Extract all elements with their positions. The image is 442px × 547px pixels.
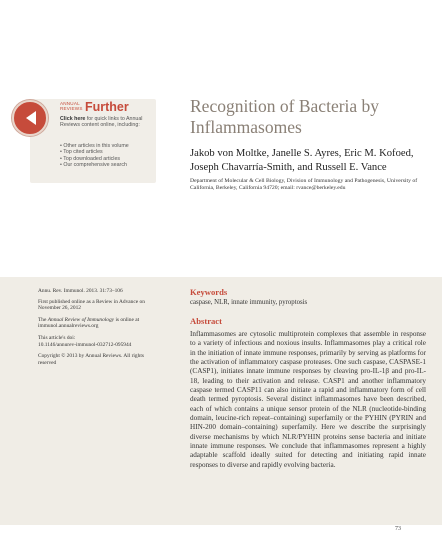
publication-date: First published online as a Review in Advance on November 26, 2012 xyxy=(38,298,145,312)
article-affiliation: Department of Molecular & Cell Biology, Division of Immunology and Pathogenesis, University of California, Berkeley, California 94720; email: rvance@berkeley.edu xyxy=(190,178,418,192)
click-here-link[interactable]: Click here xyxy=(60,116,86,122)
journal-name: Annual Review of Immunology xyxy=(47,316,115,323)
online-note: The Annual Review of Immunology is online at immunol.annualreviews.org xyxy=(38,316,140,330)
doi-block xyxy=(38,335,156,348)
keywords-text: caspase, NLR, innate immunity, pyroptosis xyxy=(190,299,308,306)
doi-link[interactable]: 10.1146/annurev-immunol-032712-095944 xyxy=(38,341,132,348)
keywords-heading: Keywords xyxy=(190,287,228,297)
article-meta xyxy=(38,288,156,371)
further-link-search[interactable]: • Our comprehensive search xyxy=(60,162,127,169)
click-here-description: for quick links to Annual Reviews content online, including: xyxy=(60,116,143,129)
further-links xyxy=(60,143,152,169)
further-link-top-cited[interactable]: • Top cited articles xyxy=(60,149,103,156)
citation: Annu. Rev. Immunol. 2013. 31:73–106 xyxy=(38,288,123,294)
article-title: Recognition of Bacteria by Inflammasomes xyxy=(190,96,380,137)
back-arrow-icon[interactable] xyxy=(12,100,48,136)
further-click-text[interactable] xyxy=(60,116,152,129)
article-authors: Jakob von Moltke, Janelle S. Ayres, Eric M. Kofoed, Joseph Chavarría-Smith, and Russell E. Vance xyxy=(190,148,414,173)
annual-reviews-logo: ANNUAL REVIEWS xyxy=(60,101,83,111)
doi-label: This article's doi: xyxy=(38,334,76,341)
further-title: Further xyxy=(85,100,129,114)
copyright: Copyright © 2013 by Annual Reviews. All rights reserved xyxy=(38,353,144,366)
further-link-top-downloaded[interactable]: • Top downloaded articles xyxy=(60,155,121,162)
further-link-other-articles[interactable]: • Other articles in this volume xyxy=(60,143,129,149)
abstract-text: Inflammasomes are cytosolic multiprotein complexes that assemble in response to a variety of infectious and noxious insults. Inflammasomes play a critical role in the initiation of innate immune responses, primarily by serving as platforms for the activation of inflammatory caspase proteases. One such caspase, CASPASE-1 (CASP1), initiates innate immune responses by cleaving pro-IL-1β and pro-IL-18, leading to their activation and release. CASP1 and another inflammatory caspase termed CASP11 can also initiate a rapid and inflammatory form of cell death termed pyroptosis. Several distinct inflammasomes have been described, each of which contains a unique sensor protein of the NLR (nucleotide-binding domain, leucine-rich repeat–containing) superfamily or the PYHIN (PYRIN and HIN-200 domain–containing) superfamily. Here we describe the surprisingly diverse mechanisms by which NLR/PYHIN proteins sense bacteria and initiate innate immune responses. We conclude that inflammasomes represent a highly adaptable scaffold ideally suited for detecting and initiating rapid innate responses to diverse and rapidly evolving bacteria. xyxy=(190,330,426,469)
abstract-heading: Abstract xyxy=(190,316,222,326)
page-number: 73 xyxy=(395,526,401,532)
